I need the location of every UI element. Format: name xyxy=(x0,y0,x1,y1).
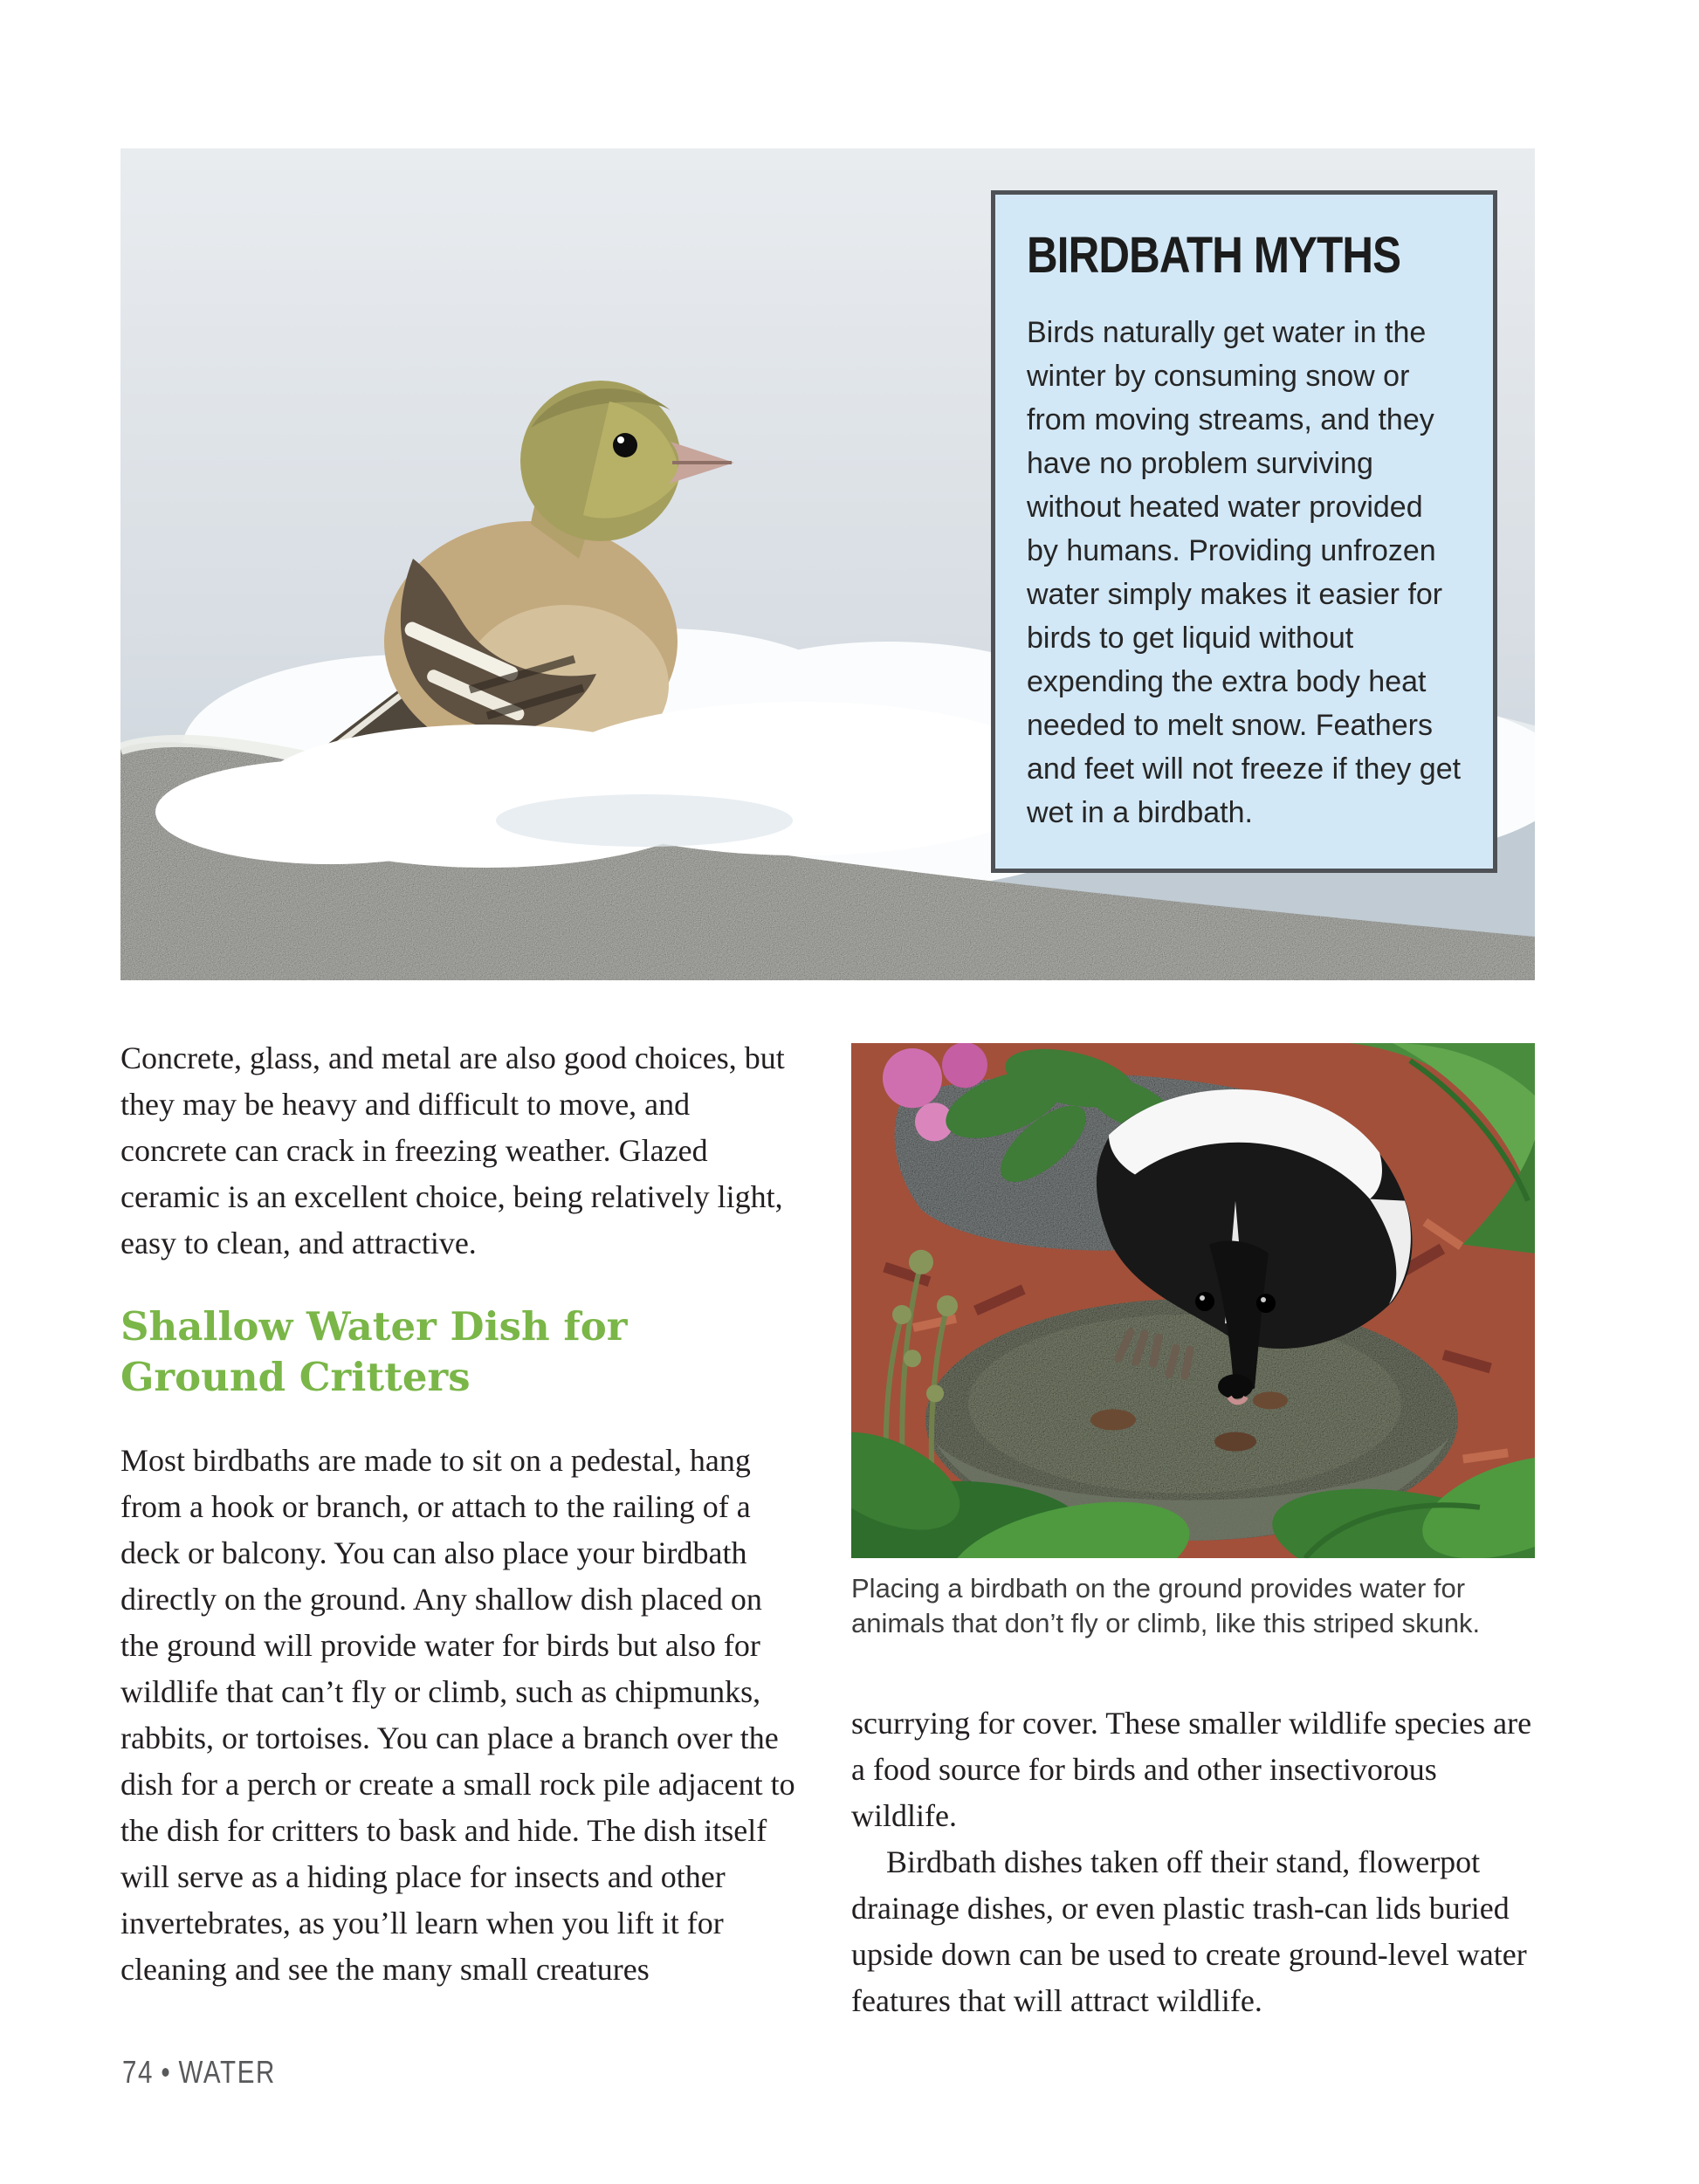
page-number: 74 xyxy=(122,2054,155,2090)
hero-photo xyxy=(120,148,1535,980)
myth-box-title: BIRDBATH MYTHS xyxy=(1027,227,1401,284)
paragraph-intro: Concrete, glass, and metal are also good choices, but they may be heavy and difficult to move, and concrete can crack in freezing weather. Glazed ceramic is an excellent choice, being relatively light, easy to clean, and attractive. xyxy=(120,1040,785,1260)
page-footer xyxy=(122,2054,276,2091)
section-heading: Shallow Water Dish for Ground Critters xyxy=(120,1303,628,1400)
paragraph-body: Most birdbaths are made to sit on a pedestal, hang from a hook or branch, or attach to the railing of a deck or balcony. You can also place your birdbath directly on the ground. Any shallow dish placed on the ground will provide water for birds but also for wildlife that can’t fly or climb, such as chipmunks, rabbits, or tortoises. You can place a branch over the dish for a perch or create a small rock pile adjacent to the dish for critters to bask and hide. The dish itself will serve as a hiding place for insects and other invertebrates, as you’ll learn when you lift it for cleaning and see the many small creatures xyxy=(120,1443,795,1987)
paragraph-continuation: scurrying for cover. These smaller wildlife species are a food source for birds and other insectivorous wildlife. xyxy=(851,1706,1532,1833)
birdbath-myths-box xyxy=(991,190,1497,873)
right-column xyxy=(851,1700,1541,2024)
section-label: WATER xyxy=(178,2054,277,2090)
left-column xyxy=(120,1035,801,1993)
paragraph-new: Birdbath dishes taken off their stand, flowerpot drainage dishes, or even plastic trash-can lids buried upside down can be used to create ground-level water features that will attract wildlife. xyxy=(851,1844,1527,2018)
footer-bullet: • xyxy=(161,2054,172,2090)
skunk-birdbath-illustration xyxy=(851,1043,1535,1558)
myth-box-body: Birds naturally get water in the winter by consuming snow or from moving streams, and they have no problem surviving without heated water provided by humans. Providing unfrozen water simply makes it easier for birds to get liquid without expending the extra body heat needed to melt snow. Feathers and feet will not freeze if they get wet in a birdbath. xyxy=(1027,316,1462,829)
skunk-photo-caption: Placing a birdbath on the ground provides water for animals that don’t fly or climb, like this striped skunk. xyxy=(851,1573,1481,1638)
skunk-photo xyxy=(851,1043,1535,1558)
